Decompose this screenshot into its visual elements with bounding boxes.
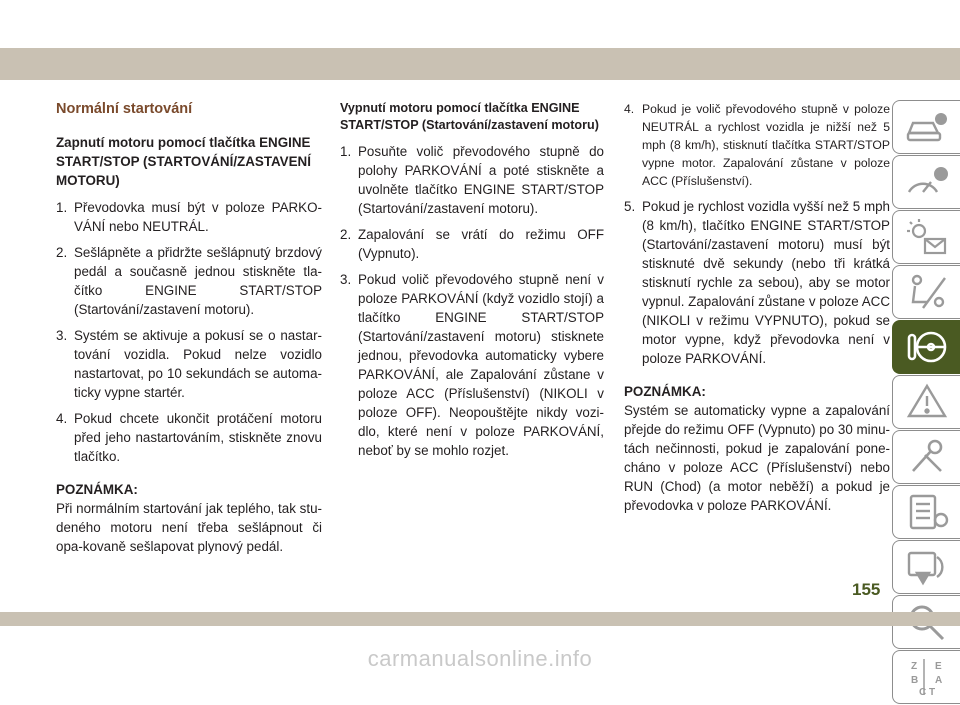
index-letter: B xyxy=(910,675,918,686)
step-text: Sešlápněte a přidržte sešlápnutý brzdový pedál a současně jednou stiskněte tla-čítko ENGINE START/STOP (Startování/zastavení motoru). xyxy=(74,245,322,317)
car-info-icon xyxy=(905,107,949,147)
section-title: Normální startování xyxy=(56,101,193,117)
step-text: Pokud volič převodového stupně není v poloze PARKOVÁNÍ (když vozidlo stojí) a tlačítko ENGINE START/STOP (Startování/zastavení motoru) stisknete jednou, převodovka automaticky vybere PARKOVÁNÍ, ale Zapalování zůstane v poloze ACC (Příslušenství) (NIKOLI v poloze OFF). Neopouštějte nikdy vozi-dlo, které není v poloze PARKOVÁNÍ, neboť by se mohlo rozjet. xyxy=(358,272,604,458)
list-item xyxy=(340,142,604,218)
step-text: Pokud je rychlost vozidla vyšší než 5 mph (8 km/h), tlačítko ENGINE START/STOP (Startování/zastavení motoru) musí být stisknuté dvě sekundy (nebo tři krátká stisknutí rychle za sebou), aby se motor vypnul. Zapalování zůstane v poloze ACC (NIKOLI v režimu VYPNUTO), pokud se motor vypne, když převodovka není v poloze PARKOVÁNÍ. xyxy=(642,199,890,366)
index-letter: C xyxy=(918,687,926,697)
step-text: Převodovka musí být v poloze PARKO-VÁNÍ nebo NEUTRÁL. xyxy=(74,200,322,234)
specifications-list-icon xyxy=(905,492,949,532)
step-number: 3. xyxy=(340,272,352,287)
column-right xyxy=(624,100,890,515)
step-text: Systém se aktivuje a pokusí se o nastar-tování vozidla. Pokud nelze vozidlo nastartovat, po 10 sekundách se automa-ticky vypne startér. xyxy=(74,328,322,400)
note-text: Systém se automaticky vypne a zapalování přejde do režimu OFF (Vypnuto) po 30 minu-tách nečinnosti, pokud je zapalování pone-cháno v poloze ACC (Příslušenství) nebo RUN (Chod) (a motor neběží) a pokud je převodovka v poloze PARKOVÁNÍ. xyxy=(624,403,890,513)
seat-airbag-icon xyxy=(905,272,949,312)
tab-car-info[interactable] xyxy=(892,100,960,154)
step-text: Pokud je volič převodového stupně v poloze NEUTRÁL a rychlost vozidla je nižší než 5 mph (8 km/h), stisknutí tlačítka START/STOP vypne motor. Zapalování zůstane v poloze ACC (Příslušenství). xyxy=(642,102,890,188)
dashboard-warning-icon xyxy=(905,162,949,202)
tab-safety[interactable] xyxy=(892,265,960,319)
start-steps-list xyxy=(56,198,322,466)
tab-multimedia[interactable] xyxy=(892,540,960,594)
list-item xyxy=(56,198,322,236)
tab-dashboard[interactable] xyxy=(892,155,960,209)
step-number: 1. xyxy=(340,144,352,159)
subheading-stop: Vypnutí motoru pomocí tlačítka ENGINE START/STOP (Startování/zastavení motoru) xyxy=(340,101,599,132)
step-number: 2. xyxy=(56,245,68,260)
list-item xyxy=(624,100,890,190)
subheading-start: Zapnutí motoru pomocí tlačítka ENGINE START/STOP (STARTOVÁNÍ/ZASTAVENÍ MOTORU) xyxy=(56,135,311,188)
tab-lights-messages[interactable] xyxy=(892,210,960,264)
list-item xyxy=(56,326,322,402)
multimedia-icon xyxy=(905,547,949,587)
stop-steps-list xyxy=(340,142,604,460)
step-number: 2. xyxy=(340,227,352,242)
step-number: 1. xyxy=(56,200,68,215)
column-middle xyxy=(340,100,604,467)
step-number: 4. xyxy=(56,411,68,426)
tab-starting-operating[interactable] xyxy=(892,320,960,374)
tab-emergency[interactable] xyxy=(892,375,960,429)
emergency-triangle-icon xyxy=(905,382,949,422)
step-number: 5. xyxy=(624,199,636,214)
header-bar xyxy=(0,48,960,80)
note-text: Při normálním startování jak teplého, tak stu-deného motoru není třeba sešlápnout či opa-kovaně sešlapovat plynový pedál. xyxy=(56,501,322,554)
list-item xyxy=(624,197,890,368)
step-text: Posuňte volič převodového stupně do polohy PARKOVÁNÍ a poté stiskněte a uvolněte tlačítko ENGINE START/STOP (Startování/zastavení motoru). xyxy=(358,144,604,216)
step-text: Zapalování se vrátí do režimu OFF (Vypnuto). xyxy=(358,227,604,261)
note-title: POZNÁMKA: xyxy=(56,482,138,497)
stop-steps-list-continued xyxy=(624,100,890,368)
footer-bar xyxy=(0,612,960,626)
service-tools-icon xyxy=(905,437,949,477)
index-letter: E xyxy=(934,661,942,672)
tab-specifications[interactable] xyxy=(892,485,960,539)
list-item xyxy=(340,225,604,263)
step-number: 3. xyxy=(56,328,68,343)
page-number: 155 xyxy=(852,580,881,599)
driving-key-steering-icon xyxy=(905,327,949,367)
column-left xyxy=(56,100,322,556)
index-letter: A xyxy=(934,675,942,686)
step-text: Pokud chcete ukončit protáčení motoru před jeho nastartováním, stiskněte znovu tlačítko. xyxy=(74,411,322,464)
step-number: 4. xyxy=(624,102,635,116)
light-message-icon xyxy=(905,217,949,257)
index-letter: T xyxy=(928,687,935,697)
watermark: carmanualsonline.info xyxy=(367,646,593,671)
note-title: POZNÁMKA: xyxy=(624,384,706,399)
list-item xyxy=(56,409,322,466)
index-letter: Z xyxy=(910,661,917,672)
list-item xyxy=(340,270,604,460)
tab-service[interactable] xyxy=(892,430,960,484)
list-item xyxy=(56,243,322,319)
